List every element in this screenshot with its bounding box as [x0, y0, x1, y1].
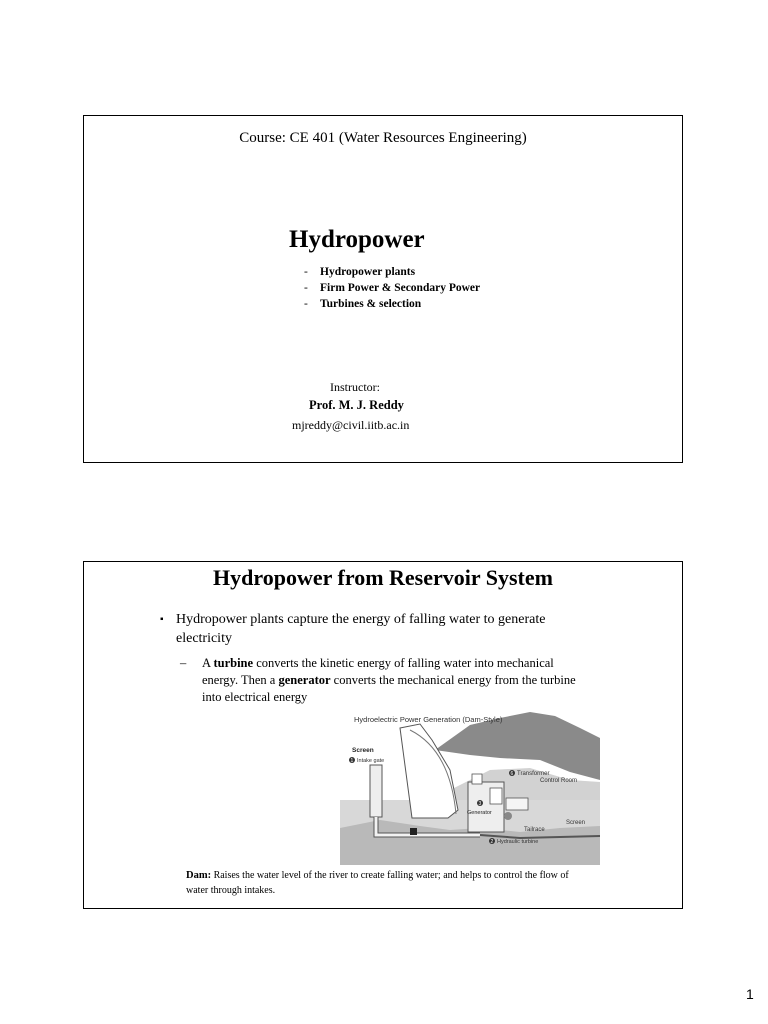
label-number-2: 2 [490, 839, 494, 845]
sub-bullet-marker: – [180, 656, 187, 670]
hydroelectric-diagram [340, 710, 600, 865]
transformer-shape [504, 812, 512, 820]
label-screen-right: Screen [566, 820, 586, 826]
gate-block [410, 828, 417, 835]
label-number-6: 6 [510, 771, 514, 777]
bullet-marker: ▪ [160, 614, 164, 625]
topic-item: - Hydropower plants [304, 266, 416, 278]
label-control-room: Control Room [540, 778, 578, 784]
label-transformer: Transformer [517, 771, 550, 777]
bullet-point [160, 610, 576, 648]
course-title: Course: CE 401 (Water Resources Engineering) [239, 130, 527, 146]
label-intake-gate: Intake gate [357, 758, 385, 764]
label-generator: Generator [467, 810, 492, 816]
bullet-text: Hydropower plants capture the energy of falling water to generate electricity [176, 612, 546, 646]
slide-2 [83, 561, 683, 909]
topic-item: - Firm Power & Secondary Power [304, 282, 481, 294]
label-number-3: 3 [478, 801, 482, 807]
sub-bullet: – A turbine converts the kinetic energy of falling water into mechanical energy. Then a generator converts the mechanical energy from the turbine into electrical energy [180, 656, 576, 704]
term-generator: generator [278, 673, 331, 687]
caption-text: Raises the water level of the river to create falling water; and helps to control the flow of water through intakes. [186, 870, 569, 896]
page-number: 1 [746, 986, 754, 1002]
label-tailrace: Tailrace [524, 827, 545, 833]
label-number-1: 1 [350, 758, 354, 764]
label-hydraulic-turbine: Hydraulic turbine [497, 839, 539, 845]
instructor-email: mjreddy@civil.iitb.ac.in [292, 418, 410, 432]
term-turbine: turbine [213, 656, 254, 670]
label-screen-left: Screen [352, 747, 374, 754]
control-room [506, 798, 528, 810]
instructor-label: Instructor: [330, 380, 380, 394]
caption-label: Dam: [186, 870, 212, 881]
slide-title: Hydropower from Reservoir System [213, 565, 553, 590]
figure-heading: Hydroelectric Power Generation (Dam-Style) [354, 715, 503, 724]
intake-tower [370, 765, 382, 817]
topic-list [304, 264, 480, 312]
slide-title: Hydropower [289, 226, 425, 253]
topic-item: - Turbines & selection [304, 298, 422, 310]
instructor-name: Prof. M. J. Reddy [309, 398, 404, 412]
figure-caption [186, 868, 586, 898]
slide-1 [83, 115, 683, 463]
